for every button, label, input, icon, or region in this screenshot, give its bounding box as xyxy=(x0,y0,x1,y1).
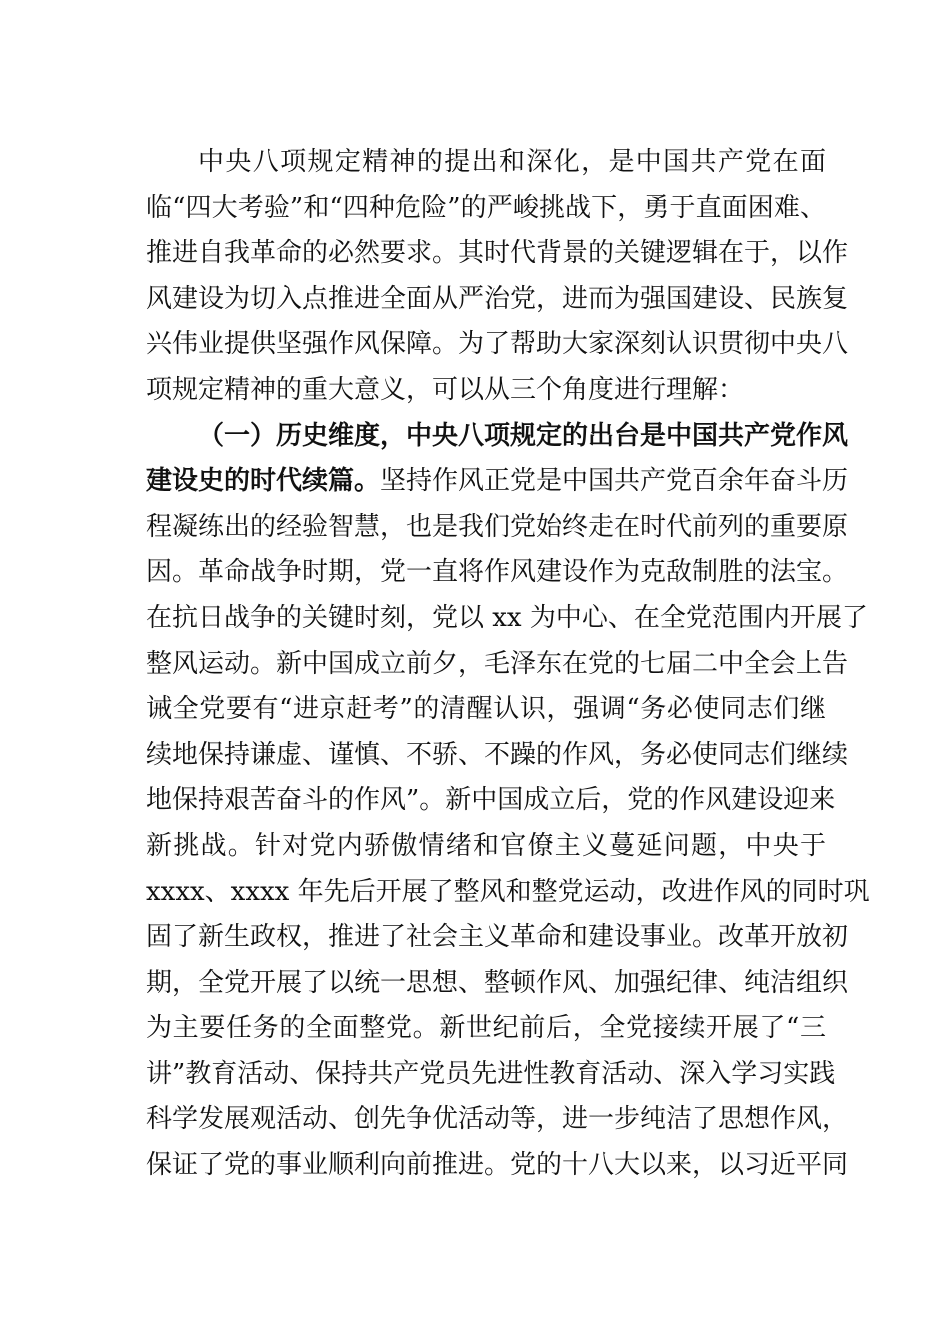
text-line: xxxx、xxxx 年先后开展了整风和整党运动，改进作风的同时巩 xyxy=(146,876,870,907)
text-line: 因。革命战争时期，党一直将作风建设作为克敌制胜的法宝。 xyxy=(146,557,849,588)
text-line: 新挑战。针对党内骄傲情绪和官僚主义蔓延问题，中央于 xyxy=(146,830,826,861)
text-line: 续地保持谦虚、谨慎、不骄、不躁的作风，务必使同志们继续 xyxy=(146,739,849,770)
text-line: 推进自我革命的必然要求。其时代背景的关键逻辑在于，以作 xyxy=(146,238,849,269)
document-body xyxy=(146,140,870,1189)
text-line: 整风运动。新中国成立前夕，毛泽东在党的七届二中全会上告 xyxy=(146,648,849,679)
text-line: 为主要任务的全面整党。新世纪前后，全党接续开展了“三 xyxy=(146,1013,826,1044)
text-line: 诫全党要有“进京赶考”的清醒认识，强调“务必使同志们继 xyxy=(146,694,826,725)
text-line: 中央八项规定精神的提出和深化，是中国共产党在面 xyxy=(198,147,826,177)
text-line: 地保持艰苦奋斗的作风”。新中国成立后，党的作风建设迎来 xyxy=(146,785,836,816)
section-heading-line: （一）历史维度，中央八项规定的出台是中国共产党作风 xyxy=(198,420,849,451)
text-line xyxy=(146,459,849,505)
text-line: 风建设为切入点推进全面从严治党，进而为强国建设、民族复 xyxy=(146,283,849,314)
text-line-rest: 坚持作风正党是中国共产党百余年奋斗历 xyxy=(380,466,849,497)
paragraph-intro xyxy=(146,140,849,414)
text-line: 兴伟业提供坚强作风保障。为了帮助大家深刻认识贯彻中央八 xyxy=(146,329,849,360)
text-line: 讲”教育活动、保持共产党员先进性教育活动、深入学习实践 xyxy=(146,1058,836,1089)
text-line: 项规定精神的重大意义，可以从三个角度进行理解： xyxy=(146,374,745,405)
section-heading-tail: 建设史的时代续篇。 xyxy=(146,466,381,497)
text-line: 临“四大考验”和“四种危险”的严峻挑战下，勇于直面困难、 xyxy=(146,192,826,223)
text-line: 保证了党的事业顺利向前推进。党的十八大以来，以习近平同 xyxy=(146,1150,849,1181)
text-line: 固了新生政权，推进了社会主义革命和建设事业。改革开放初 xyxy=(146,922,849,953)
text-line: 科学发展观活动、创先争优活动等，进一步纯洁了思想作风， xyxy=(146,1104,849,1135)
text-line: 期，全党开展了以统一思想、整顿作风、加强纪律、纯洁组织 xyxy=(146,967,849,998)
text-line: 在抗日战争的关键时刻，党以 xx 为中心、在全党范围内开展了 xyxy=(146,602,868,633)
text-line: 程凝练出的经验智慧，也是我们党始终走在时代前列的重要原 xyxy=(146,511,849,542)
paragraph-history xyxy=(146,414,870,1189)
